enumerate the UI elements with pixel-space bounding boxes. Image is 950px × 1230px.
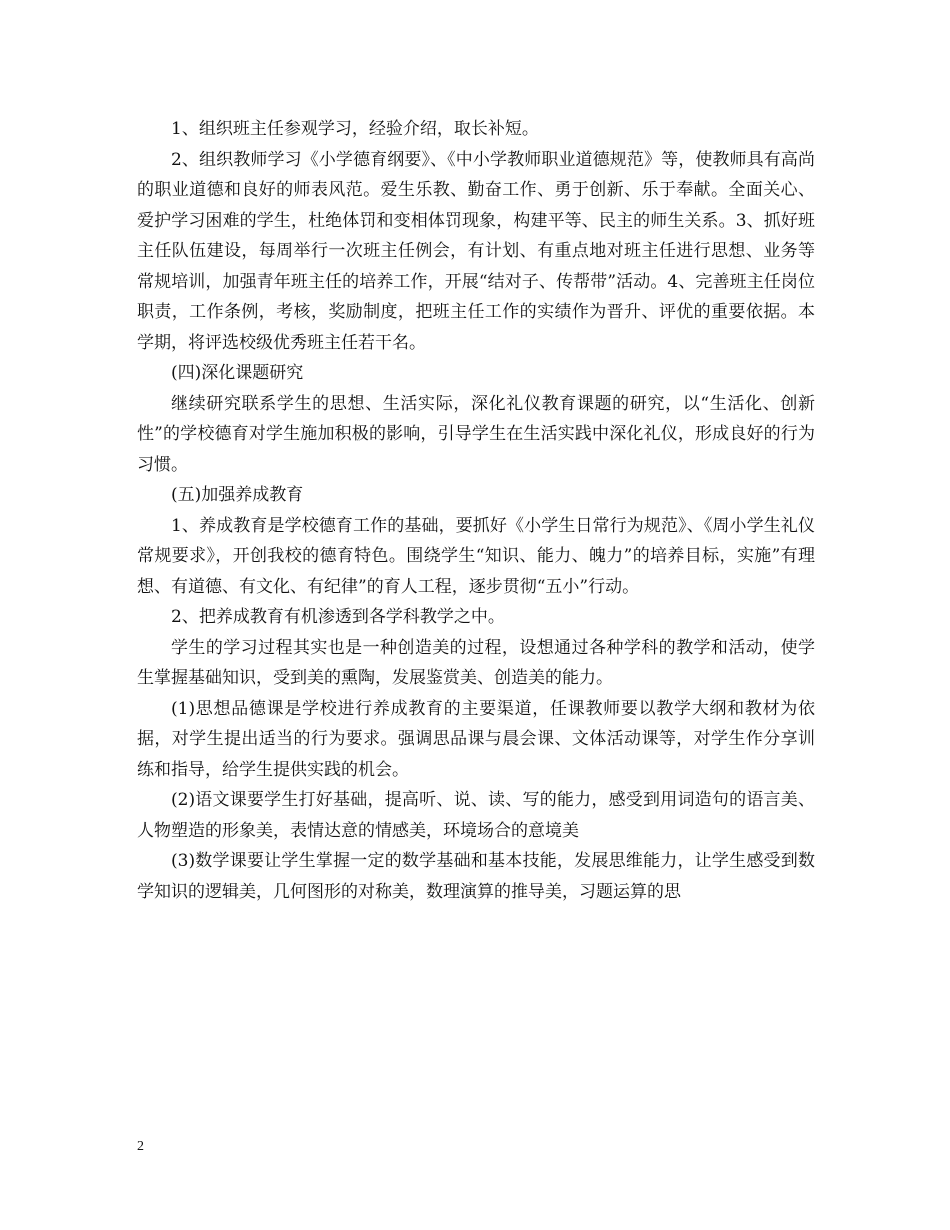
paragraph-2: 2、组织教师学习《小学德育纲要》、《中小学教师职业道德规范》等，使教师具有高尚的职业道德和良好的师表风范。爱生乐教、勤奋工作、勇于创新、乐于奉献。全面关心、爱护学习困难的学生，杜绝体罚和变相体罚现象，构建平等、民主的师生关系。3、抓好班主任队伍建设，每周举行一次班主任例会，有计划、有重点地对班主任进行思想、业务等常规培训，加强青年班主任的培养工作，开展“结对子、传帮带”活动。4、完善班主任岗位职责，工作条例，考核，奖励制度，把班主任工作的实绩作为晋升、评优的重要依据。本学期，将评选校级优秀班主任若干名。 xyxy=(137,149,815,353)
paragraph-1: 1、组织班主任参观学习，经验介绍，取长补短。 xyxy=(171,119,539,139)
page-number: 2 xyxy=(137,1139,144,1154)
document-body xyxy=(137,114,815,907)
paragraph-9: (3)数学课要让学生掌握一定的数学基础和基本技能，发展思维能力，让学生感受到数学知识的逻辑美，几何图形的对称美，数理演算的推导美，习题运算的思 xyxy=(137,851,815,902)
paragraph-7: (1)思想品德课是学校进行养成教育的主要渠道，任课教师要以教学大纲和教材为依据，对学生提出适当的行为要求。强调思品课与晨会课、文体活动课等，对学生作分享训练和指导，给学生提供实践的机会。 xyxy=(137,698,815,780)
paragraph-8: (2)语文课要学生打好基础，提高听、说、读、写的能力，感受到用词造句的语言美、人物塑造的形象美，表情达意的情感美，环境场合的意境美 xyxy=(137,790,815,841)
paragraph-3: 继续研究联系学生的思想、生活实际，深化礼仪教育课题的研究，以“生活化、创新性”的学校德育对学生施加积极的影响，引导学生在生活实践中深化礼仪，形成良好的行为习惯。 xyxy=(137,393,815,475)
section-heading-5: (五)加强养成教育 xyxy=(171,485,304,505)
paragraph-5: 2、把养成教育有机渗透到各学科教学之中。 xyxy=(171,607,505,627)
paragraph-6: 学生的学习过程其实也是一种创造美的过程，设想通过各种学科的教学和活动，使学生掌握基础知识，受到美的熏陶，发展鉴赏美、创造美的能力。 xyxy=(137,637,815,688)
paragraph-4: 1、养成教育是学校德育工作的基础，要抓好《小学生日常行为规范》、《周小学生礼仪常规要求》，开创我校的德育特色。围绕学生“知识、能力、魄力”的培养目标，实施”有理想、有道德、有文化、有纪律”的育人工程，逐步贯彻“五小”行动。 xyxy=(137,515,815,597)
section-heading-4: (四)深化课题研究 xyxy=(171,363,304,383)
